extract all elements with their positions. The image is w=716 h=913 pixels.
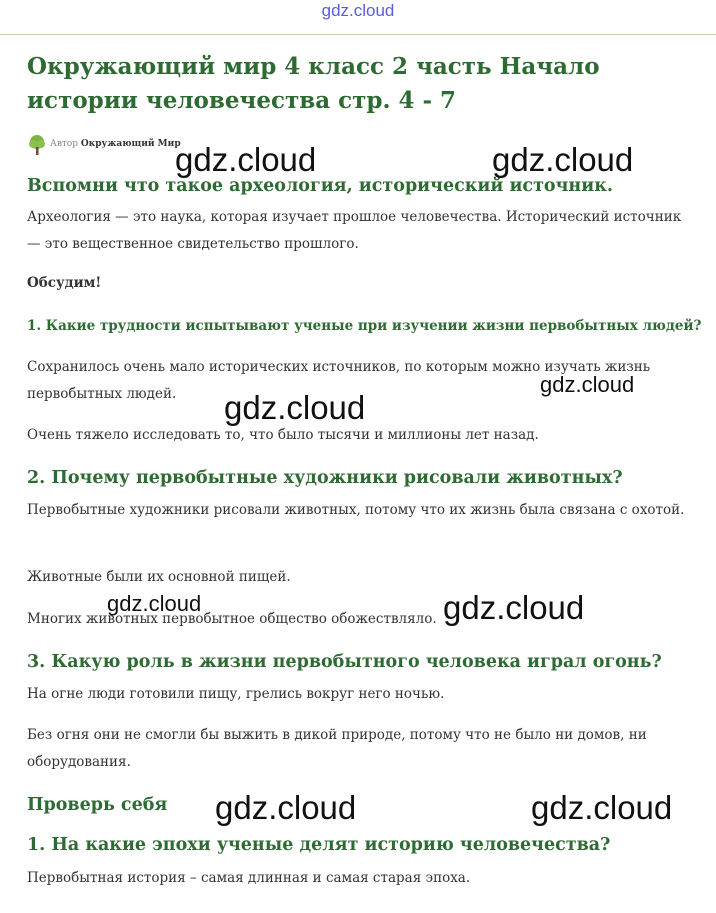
question-block xyxy=(27,833,687,857)
answer-2-paragraph-1: Первобытные художники рисовали животных, потому что их жизнь была связана с охотой. xyxy=(27,502,685,518)
site-logo[interactable]: gdz.cloud xyxy=(321,1,395,20)
answer-3-paragraph-1: На огне люди готовили пищу, грелись вокруг него ночью. xyxy=(27,686,445,702)
tree-icon xyxy=(27,134,47,156)
discuss-label: Обсудим! xyxy=(27,275,102,291)
text-block xyxy=(27,865,687,892)
question-block xyxy=(27,316,702,336)
watermark-text: gdz.cloud xyxy=(224,389,366,426)
answer-3-paragraph-2: Без огня они не смогли бы выжить в дикой природе, потому что не было ни домов, ни оборудования. xyxy=(27,727,647,770)
question-block xyxy=(27,466,687,490)
check-answer-1-paragraph-1: Первобытная история – самая длинная и самая старая эпоха. xyxy=(27,870,471,886)
watermark-text: gdz.cloud xyxy=(540,372,635,397)
author-label: Автор xyxy=(50,139,79,149)
text-block xyxy=(27,681,687,708)
question-3-heading: 3. Какую роль в жизни первобытного человека играл огонь? xyxy=(27,652,662,672)
question-block xyxy=(27,650,687,674)
paragraph-archaeology: Археология — это наука, которая изучает прошлое человечества. Исторический источник — это вещественное свидетельство прошлого. xyxy=(27,209,682,252)
page-title: Окружающий мир 4 класс 2 часть Начало истории человечества стр. 4 - 7 xyxy=(27,53,600,114)
question-1-heading: 1. Какие трудности испытывают ученые при изучении жизни первобытных людей? xyxy=(27,318,702,334)
heading-archaeology: Вспомни что такое археология, исторический источник. xyxy=(27,176,613,196)
watermark-text: gdz.cloud xyxy=(531,789,673,826)
watermark-text: gdz.cloud xyxy=(107,591,202,616)
check-yourself-heading: Проверь себя xyxy=(27,795,168,815)
text-block xyxy=(27,497,687,524)
text-block xyxy=(27,422,687,449)
answer-2-paragraph-2: Животные были их основной пищей. xyxy=(27,569,291,585)
answer-1-paragraph-1: Сохранилось очень мало исторических источников, по которым можно изучать жизнь первобытных людей. xyxy=(27,359,651,402)
author-name[interactable]: Окружающий Мир xyxy=(80,139,181,149)
text-block xyxy=(27,564,687,591)
author-meta xyxy=(50,139,181,149)
watermark-text: gdz.cloud xyxy=(175,141,317,178)
answer-2-paragraph-3: Многих животных первобытное общество обожествляло. xyxy=(27,611,437,627)
watermark-text: gdz.cloud xyxy=(492,141,634,178)
check-question-1-heading: 1. На какие эпохи ученые делят историю человечества? xyxy=(27,835,611,855)
article-title-wrap xyxy=(27,50,687,118)
site-header xyxy=(0,0,716,35)
question-2-heading: 2. Почему первобытные художники рисовали животных? xyxy=(27,468,623,488)
text-block xyxy=(27,722,687,776)
answer-1-paragraph-2: Очень тяжело исследовать то, что было тысячи и миллионы лет назад. xyxy=(27,427,539,443)
text-block xyxy=(27,204,687,258)
text-block xyxy=(27,270,687,297)
watermark-text: gdz.cloud xyxy=(443,589,585,626)
watermark-text: gdz.cloud xyxy=(215,789,357,826)
